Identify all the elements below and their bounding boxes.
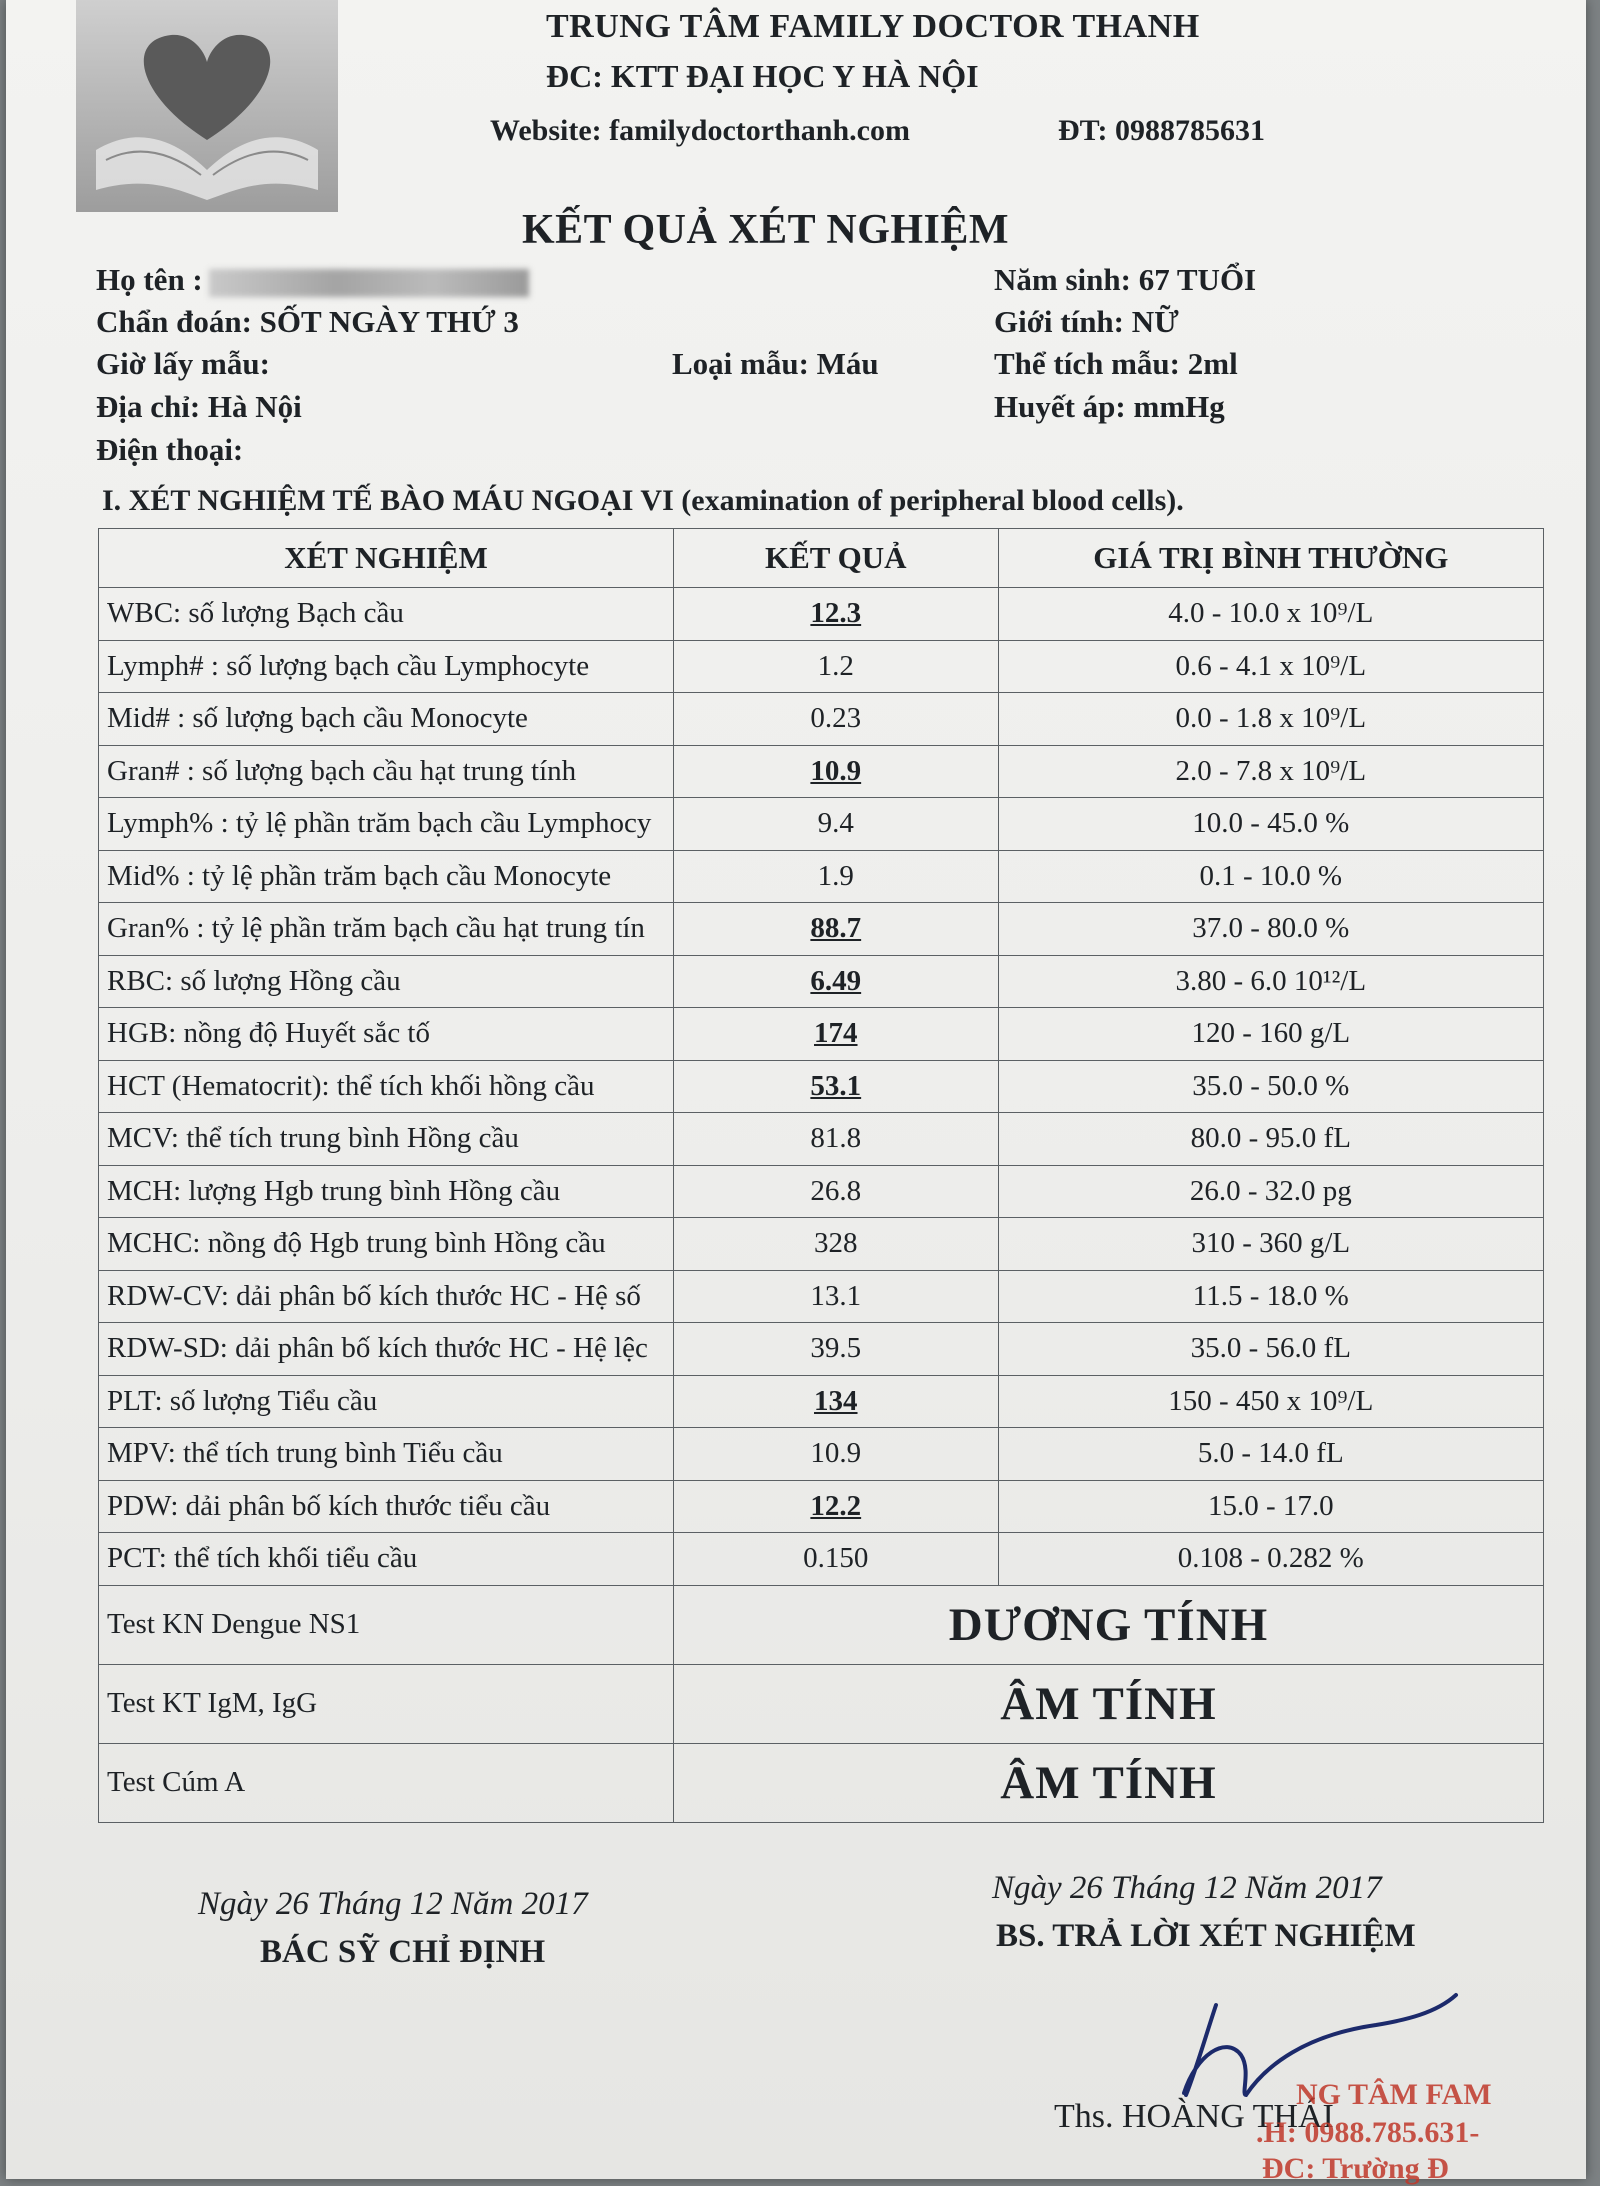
table-row xyxy=(99,1480,1544,1533)
serology-row xyxy=(99,1664,1544,1743)
header-reference: GIÁ TRỊ BÌNH THƯỜNG xyxy=(998,529,1543,588)
clinic-phone: ĐT: 0988785631 xyxy=(1058,114,1265,147)
test-result: 0.23 xyxy=(673,693,998,746)
reference-range: 310 - 360 g/L xyxy=(998,1218,1543,1271)
test-name: Mid% : tỷ lệ phần trăm bạch cầu Monocyte xyxy=(99,850,674,903)
table-row xyxy=(99,640,1544,693)
stamp-line-1: NG TÂM FAM xyxy=(1296,2078,1492,2111)
reference-range: 0.6 - 4.1 x 10⁹/L xyxy=(998,640,1543,693)
redacted-name xyxy=(209,269,529,297)
test-result: 134 xyxy=(673,1375,998,1428)
reference-range: 4.0 - 10.0 x 10⁹/L xyxy=(998,588,1543,641)
table-row xyxy=(99,1218,1544,1271)
serology-result: ÂM TÍNH xyxy=(673,1664,1543,1743)
test-name: PLT: số lượng Tiểu cầu xyxy=(99,1375,674,1428)
test-result: 9.4 xyxy=(673,798,998,851)
patient-phone: Điện thoại: xyxy=(96,432,244,467)
patient-name-label: Họ tên : xyxy=(96,262,203,297)
sample-type: Loại mẫu: Máu xyxy=(672,346,879,381)
test-name: Gran% : tỷ lệ phần trăm bạch cầu hạt trung tín xyxy=(99,903,674,956)
table-row xyxy=(99,1008,1544,1061)
test-name: RDW-CV: dải phân bố kích thước HC - Hệ số xyxy=(99,1270,674,1323)
test-result: 39.5 xyxy=(673,1323,998,1376)
serology-row xyxy=(99,1743,1544,1822)
test-result: 0.150 xyxy=(673,1533,998,1586)
lab-report-page xyxy=(6,0,1586,2185)
stamp-line-3: ĐC: Trường Đ xyxy=(1262,2152,1449,2185)
blood-pressure: Huyết áp: mmHg xyxy=(994,389,1225,424)
reference-range: 0.1 - 10.0 % xyxy=(998,850,1543,903)
report-title: KẾT QUẢ XÉT NGHIỆM xyxy=(522,207,1010,253)
test-name: Mid# : số lượng bạch cầu Monocyte xyxy=(99,693,674,746)
reference-range: 120 - 160 g/L xyxy=(998,1008,1543,1061)
test-name: Lymph# : số lượng bạch cầu Lymphocyte xyxy=(99,640,674,693)
table-row xyxy=(99,798,1544,851)
patient-name xyxy=(96,262,529,298)
reference-range: 80.0 - 95.0 fL xyxy=(998,1113,1543,1166)
test-result: 26.8 xyxy=(673,1165,998,1218)
reference-range: 35.0 - 50.0 % xyxy=(998,1060,1543,1113)
reference-range: 26.0 - 32.0 pg xyxy=(998,1165,1543,1218)
header-test: XÉT NGHIỆM xyxy=(99,529,674,588)
test-name: MPV: thể tích trung bình Tiểu cầu xyxy=(99,1428,674,1481)
test-name: RDW-SD: dải phân bố kích thước HC - Hệ lệc xyxy=(99,1323,674,1376)
table-row xyxy=(99,850,1544,903)
serology-result: ÂM TÍNH xyxy=(673,1743,1543,1822)
stamp-line-2: .H: 0988.785.631- xyxy=(1256,2116,1480,2149)
test-result: 10.9 xyxy=(673,1428,998,1481)
sample-volume: Thể tích mẫu: 2ml xyxy=(994,346,1238,381)
clinic-address: ĐC: KTT ĐẠI HỌC Y HÀ NỘI xyxy=(546,58,979,94)
table-row xyxy=(99,588,1544,641)
table-row xyxy=(99,1428,1544,1481)
report-date: Ngày 26 Tháng 12 Năm 2017 xyxy=(992,1870,1382,1906)
serology-row xyxy=(99,1585,1544,1664)
test-name: HGB: nồng độ Huyết sắc tố xyxy=(99,1008,674,1061)
test-result: 10.9 xyxy=(673,745,998,798)
section-title: I. XÉT NGHIỆM TẾ BÀO MÁU NGOẠI VI (examination of peripheral blood cells). xyxy=(102,484,1184,517)
reference-range: 11.5 - 18.0 % xyxy=(998,1270,1543,1323)
test-result: 328 xyxy=(673,1218,998,1271)
test-result: 1.9 xyxy=(673,850,998,903)
reference-range: 37.0 - 80.0 % xyxy=(998,903,1543,956)
sample-time: Giờ lấy mẫu: xyxy=(96,346,270,381)
reference-range: 150 - 450 x 10⁹/L xyxy=(998,1375,1543,1428)
table-row xyxy=(99,903,1544,956)
table-row xyxy=(99,1533,1544,1586)
ordering-doctor-label: BÁC SỸ CHỈ ĐỊNH xyxy=(260,1934,546,1970)
test-name: PDW: dải phân bố kích thước tiểu cầu xyxy=(99,1480,674,1533)
test-result: 12.2 xyxy=(673,1480,998,1533)
test-name: Gran# : số lượng bạch cầu hạt trung tính xyxy=(99,745,674,798)
serology-result: DƯƠNG TÍNH xyxy=(673,1585,1543,1664)
reference-range: 0.0 - 1.8 x 10⁹/L xyxy=(998,693,1543,746)
table-header-row xyxy=(99,529,1544,588)
table-row xyxy=(99,1323,1544,1376)
order-date: Ngày 26 Tháng 12 Năm 2017 xyxy=(198,1886,588,1922)
test-name: HCT (Hematocrit): thể tích khối hồng cầu xyxy=(99,1060,674,1113)
table-row xyxy=(99,1165,1544,1218)
patient-diagnosis: Chẩn đoán: SỐT NGÀY THỨ 3 xyxy=(96,304,519,339)
reference-range: 5.0 - 14.0 fL xyxy=(998,1428,1543,1481)
test-name: MCV: thể tích trung bình Hồng cầu xyxy=(99,1113,674,1166)
test-name: MCH: lượng Hgb trung bình Hồng cầu xyxy=(99,1165,674,1218)
test-result: 12.3 xyxy=(673,588,998,641)
test-result: 174 xyxy=(673,1008,998,1061)
table-row xyxy=(99,955,1544,1008)
patient-address: Địa chỉ: Hà Nội xyxy=(96,389,302,424)
table-row xyxy=(99,1060,1544,1113)
test-name: RBC: số lượng Hồng cầu xyxy=(99,955,674,1008)
reporting-doctor-label: BS. TRẢ LỜI XÉT NGHIỆM xyxy=(996,1918,1416,1954)
header-result: KẾT QUẢ xyxy=(673,529,998,588)
results-table xyxy=(98,528,1544,1823)
reference-range: 2.0 - 7.8 x 10⁹/L xyxy=(998,745,1543,798)
patient-birth: Năm sinh: 67 TUỔI xyxy=(994,262,1257,297)
test-result: 1.2 xyxy=(673,640,998,693)
test-result: 6.49 xyxy=(673,955,998,1008)
test-name: WBC: số lượng Bạch cầu xyxy=(99,588,674,641)
reference-range: 0.108 - 0.282 % xyxy=(998,1533,1543,1586)
reference-range: 15.0 - 17.0 xyxy=(998,1480,1543,1533)
table-row xyxy=(99,1375,1544,1428)
test-name: Test Cúm A xyxy=(99,1743,674,1822)
test-result: 88.7 xyxy=(673,903,998,956)
clinic-name: TRUNG TÂM FAMILY DOCTOR THANH xyxy=(546,8,1200,45)
test-name: Lymph% : tỷ lệ phần trăm bạch cầu Lymphocy xyxy=(99,798,674,851)
reference-range: 3.80 - 6.0 10¹²/L xyxy=(998,955,1543,1008)
test-result: 13.1 xyxy=(673,1270,998,1323)
reference-range: 10.0 - 45.0 % xyxy=(998,798,1543,851)
test-result: 53.1 xyxy=(673,1060,998,1113)
patient-gender: Giới tính: NỮ xyxy=(994,304,1179,339)
test-result: 81.8 xyxy=(673,1113,998,1166)
test-name: Test KT IgM, IgG xyxy=(99,1664,674,1743)
test-name: MCHC: nồng độ Hgb trung bình Hồng cầu xyxy=(99,1218,674,1271)
table-row xyxy=(99,1113,1544,1166)
test-name: Test KN Dengue NS1 xyxy=(99,1585,674,1664)
table-row xyxy=(99,745,1544,798)
reference-range: 35.0 - 56.0 fL xyxy=(998,1323,1543,1376)
test-name: PCT: thể tích khối tiểu cầu xyxy=(99,1533,674,1586)
heart-hands-logo-icon xyxy=(76,0,338,212)
clinic-website: Website: familydoctorthanh.com xyxy=(490,114,910,147)
signer-name: Ths. HOÀNG THÁI xyxy=(1054,2098,1334,2135)
table-row xyxy=(99,1270,1544,1323)
table-row xyxy=(99,693,1544,746)
